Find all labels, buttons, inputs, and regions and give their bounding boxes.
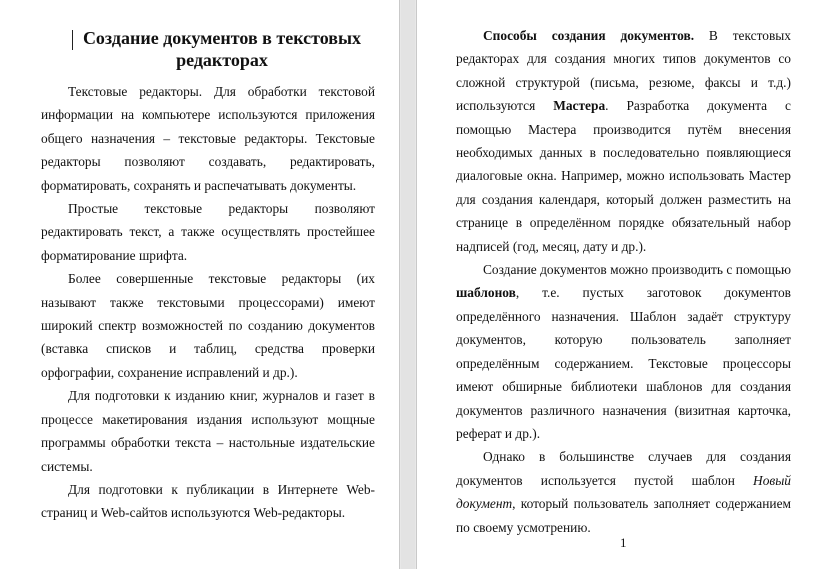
document-title: Создание документов в текстовых редакторах <box>82 28 362 70</box>
text-run: В текстовых редакторах для создания многих типов документов со сложной структурой (письма, резюме, факсы и т.д.) используются <box>456 28 791 114</box>
text-run: , который пользователь заполняет содержанием по своему усмотрению. <box>456 496 791 535</box>
bold-term: Мастера <box>553 98 606 114</box>
left-page-body <box>41 80 375 525</box>
paragraph <box>456 24 791 258</box>
bold-term: шаблонов <box>456 285 516 301</box>
paragraph: Для подготовки к публикации в Интернете Web-страниц и Web-сайтов используются Web-редакторы. <box>41 481 375 521</box>
italic-term: Новый документ <box>456 472 791 512</box>
text-run: Создание документов можно производить с помощью <box>483 262 791 278</box>
paragraph <box>456 258 791 445</box>
page-gap <box>401 0 415 569</box>
text-run: . Разработка документа с помощью Мастера производится путём внесения необходимых данных в последовательно появляющиеся диалоговые окна. Например, можно использовать Мастер для создания календаря, который должен разместить на странице в определённом порядке обязательный набор надписей (год, месяц, дату и др.). <box>456 98 791 254</box>
paragraph <box>456 445 791 539</box>
paragraph: Для подготовки к изданию книг, журналов и газет в процессе макетирования издания используют мощные программы обработки текста – настольные издательские системы. <box>41 388 375 474</box>
bold-lead: Способы создания документов. <box>483 28 695 43</box>
page-number: 1 <box>620 535 627 550</box>
paragraph: Более совершенные текстовые редакторы (их называют также текстовыми процессорами) имеют широкий спектр возможностей по созданию документов (вставка списков и таблиц, средства проверки орфографии, сохранение исправлений и др.). <box>41 271 375 380</box>
document-page-right[interactable] <box>416 0 816 569</box>
right-page-body <box>456 24 791 539</box>
text-run: Однако в большинстве случаев для создания документов используется пустой шаблон <box>456 449 791 488</box>
document-page-left[interactable] <box>0 0 400 569</box>
paragraph: Простые текстовые редакторы позволяют редактировать текст, а также осуществлять простейшее форматирование шрифта. <box>41 201 375 263</box>
text-run: , т.е. пустых заготовок документов определённого назначения. Шаблон задаёт структуру документов, которую пользователь заполняет определённым содержанием. Текстовые процессоры имеют обширные библиотеки шаблонов для создания документов различного назначения (визитная карточка, реферат и др.). <box>456 285 791 441</box>
paragraph: Текстовые редакторы. Для обработки текстовой информации на компьютере используются приложения общего назначения – текстовые редакторы. Текстовые редакторы позволяют создавать, редактировать, форматировать, сохранять и распечатывать документы. <box>41 84 375 193</box>
